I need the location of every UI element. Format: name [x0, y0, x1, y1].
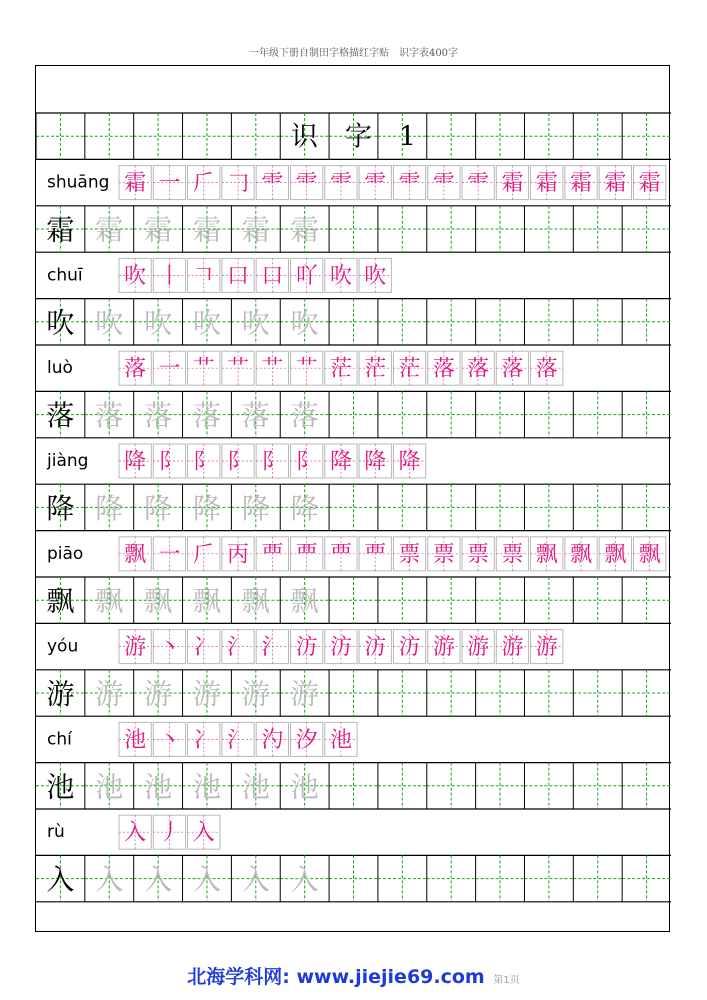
page-header-title: 一年级下册自制田字格描红字贴 识字表400字: [248, 48, 459, 59]
trace-ghost-character: 霜: [241, 213, 270, 247]
pinyin-label: chuī: [47, 265, 83, 286]
trace-ghost-character: 落: [144, 399, 173, 433]
stroke-step: 汐: [295, 727, 318, 753]
stroke-step: ⻗: [467, 171, 490, 197]
trace-ghost-character: 池: [95, 770, 124, 804]
stroke-step: 霜: [124, 171, 147, 197]
stroke-step: 吹: [364, 263, 387, 289]
stroke-step: 汋: [261, 727, 284, 753]
stroke-step: ⻗: [364, 171, 387, 197]
stroke-step: ⻗: [295, 171, 318, 197]
trace-ghost-character: 飘: [144, 584, 173, 618]
trace-ghost-character: 入: [290, 863, 319, 897]
pinyin-label: rù: [47, 822, 65, 843]
stroke-step: 茫: [364, 356, 387, 382]
pinyin-label: shuāng: [47, 172, 110, 193]
stroke-step: 冫: [192, 727, 215, 753]
stroke-step: 氵: [227, 635, 250, 661]
stroke-step: 飘: [604, 542, 627, 568]
trace-ghost-character: 落: [290, 399, 319, 433]
model-character: 落: [46, 399, 75, 433]
trace-ghost-character: 霜: [95, 213, 124, 247]
stroke-step: 池: [124, 727, 147, 753]
stroke-step: ⻗: [261, 171, 284, 197]
stroke-step: ⻗: [329, 171, 352, 197]
stroke-step: 艹: [227, 356, 250, 382]
stroke-step: 𠂆: [192, 542, 215, 568]
trace-ghost-character: 入: [95, 863, 124, 897]
stroke-step: 覀: [261, 542, 284, 568]
trace-ghost-character: 降: [290, 491, 319, 525]
pinyin-label: yóu: [47, 636, 79, 657]
stroke-step: 霜: [535, 171, 558, 197]
stroke-step: 池: [329, 727, 352, 753]
practice-sheet: [35, 65, 670, 932]
stroke-step: 茫: [329, 356, 352, 382]
stroke-step: 𠃍: [192, 263, 215, 289]
stroke-step: 汸: [398, 635, 421, 661]
pinyin-label: jiàng: [47, 451, 89, 471]
pinyin-label: chí: [47, 729, 72, 750]
stroke-step: 口: [227, 263, 250, 289]
footer-page-number: 第1页: [493, 975, 520, 986]
stroke-step: 票: [432, 542, 455, 568]
trace-ghost-character: 降: [241, 491, 270, 525]
trace-ghost-character: 飘: [290, 584, 319, 618]
trace-ghost-character: 池: [241, 770, 270, 804]
stroke-step: 游: [124, 635, 147, 661]
trace-ghost-character: 降: [192, 491, 221, 525]
stroke-step: 丶: [158, 635, 181, 661]
trace-ghost-character: 落: [95, 399, 124, 433]
stroke-step: 吖: [295, 263, 318, 289]
trace-ghost-character: 降: [95, 491, 124, 525]
stroke-step: 艹: [192, 356, 215, 382]
trace-ghost-character: 入: [192, 863, 221, 897]
stroke-step: 落: [467, 356, 490, 382]
stroke-step: 降: [124, 449, 147, 475]
trace-ghost-character: 吹: [192, 306, 221, 340]
stroke-step: 阝: [261, 449, 284, 475]
model-character: 入: [46, 863, 75, 897]
stroke-step: 游: [432, 635, 455, 661]
trace-ghost-character: 飘: [192, 584, 221, 618]
stroke-step: 入: [192, 820, 215, 846]
trace-ghost-character: 吹: [290, 306, 319, 340]
stroke-step: 丨: [158, 263, 181, 289]
stroke-step: 霜: [604, 171, 627, 197]
stroke-step: 霜: [501, 171, 524, 197]
stroke-step: 汸: [295, 635, 318, 661]
stroke-step: ⻗: [432, 171, 455, 197]
trace-ghost-character: 降: [144, 491, 173, 525]
stroke-step: 飘: [570, 542, 593, 568]
stroke-step: 降: [398, 449, 421, 475]
stroke-step: 汸: [329, 635, 352, 661]
pinyin-label: luò: [47, 358, 73, 379]
trace-ghost-character: 霜: [290, 213, 319, 247]
stroke-step: 游: [467, 635, 490, 661]
stroke-step: 丙: [227, 542, 250, 568]
trace-ghost-character: 吹: [241, 306, 270, 340]
trace-ghost-character: 落: [192, 399, 221, 433]
stroke-step: 阝: [227, 449, 250, 475]
practice-grid: [36, 66, 671, 933]
trace-ghost-character: 飘: [241, 584, 270, 618]
stroke-step: 落: [535, 356, 558, 382]
stroke-step: 氵: [227, 727, 250, 753]
stroke-step: 落: [501, 356, 524, 382]
trace-ghost-character: 游: [241, 677, 270, 711]
stroke-step: 覀: [295, 542, 318, 568]
model-character: 吹: [46, 306, 75, 340]
stroke-step: 霜: [570, 171, 593, 197]
stroke-step: 入: [124, 820, 147, 846]
stroke-step: 霜: [638, 171, 661, 197]
model-character: 飘: [46, 584, 75, 618]
trace-ghost-character: 池: [144, 770, 173, 804]
trace-ghost-character: 游: [144, 677, 173, 711]
footer-site[interactable]: 北海学科网: www.jiejie69.com: [187, 966, 485, 988]
stroke-step: 艹: [295, 356, 318, 382]
stroke-step: 艹: [261, 356, 284, 382]
model-character: 霜: [46, 213, 75, 247]
stroke-step: 阝: [192, 449, 215, 475]
stroke-step: 汸: [364, 635, 387, 661]
stroke-step: 一: [158, 356, 181, 382]
stroke-step: 阝: [158, 449, 181, 475]
trace-ghost-character: 游: [192, 677, 221, 711]
stroke-step: 飘: [535, 542, 558, 568]
stroke-step: 票: [398, 542, 421, 568]
section-title: 识 字 1: [290, 121, 417, 153]
stroke-step: 阝: [295, 449, 318, 475]
model-character: 降: [46, 491, 75, 525]
stroke-step: 降: [329, 449, 352, 475]
stroke-step: 口: [261, 263, 284, 289]
stroke-step: 落: [124, 356, 147, 382]
trace-ghost-character: 霜: [144, 213, 173, 247]
stroke-step: 游: [535, 635, 558, 661]
stroke-step: 飘: [638, 542, 661, 568]
stroke-step: 降: [364, 449, 387, 475]
trace-ghost-character: 吹: [95, 306, 124, 340]
stroke-step: 票: [501, 542, 524, 568]
trace-ghost-character: 霜: [192, 213, 221, 247]
stroke-step: 一: [158, 542, 181, 568]
stroke-step: 茫: [398, 356, 421, 382]
trace-ghost-character: 吹: [144, 306, 173, 340]
trace-ghost-character: 入: [241, 863, 270, 897]
stroke-step: 丶: [158, 727, 181, 753]
trace-ghost-character: 池: [290, 770, 319, 804]
pinyin-label: piāo: [47, 543, 84, 564]
stroke-step: 游: [501, 635, 524, 661]
stroke-step: 覀: [364, 542, 387, 568]
stroke-step: 票: [467, 542, 490, 568]
stroke-step: 𠃌: [227, 171, 250, 197]
stroke-step: 吹: [329, 263, 352, 289]
stroke-step: ⻗: [398, 171, 421, 197]
stroke-step: 氵: [261, 635, 284, 661]
stroke-step: 𠂆: [192, 171, 215, 197]
trace-ghost-character: 池: [192, 770, 221, 804]
trace-ghost-character: 落: [241, 399, 270, 433]
footer: [0, 962, 707, 989]
stroke-step: 覀: [329, 542, 352, 568]
trace-ghost-character: 飘: [95, 584, 124, 618]
model-character: 游: [46, 677, 75, 711]
trace-ghost-character: 游: [290, 677, 319, 711]
stroke-step: 冫: [192, 635, 215, 661]
stroke-step: 飘: [124, 542, 147, 568]
stroke-step: 落: [432, 356, 455, 382]
trace-ghost-character: 游: [95, 677, 124, 711]
stroke-step: 丿: [158, 820, 181, 846]
stroke-step: 吹: [124, 263, 147, 289]
model-character: 池: [46, 770, 75, 804]
trace-ghost-character: 入: [144, 863, 173, 897]
stroke-step: 一: [158, 171, 181, 197]
